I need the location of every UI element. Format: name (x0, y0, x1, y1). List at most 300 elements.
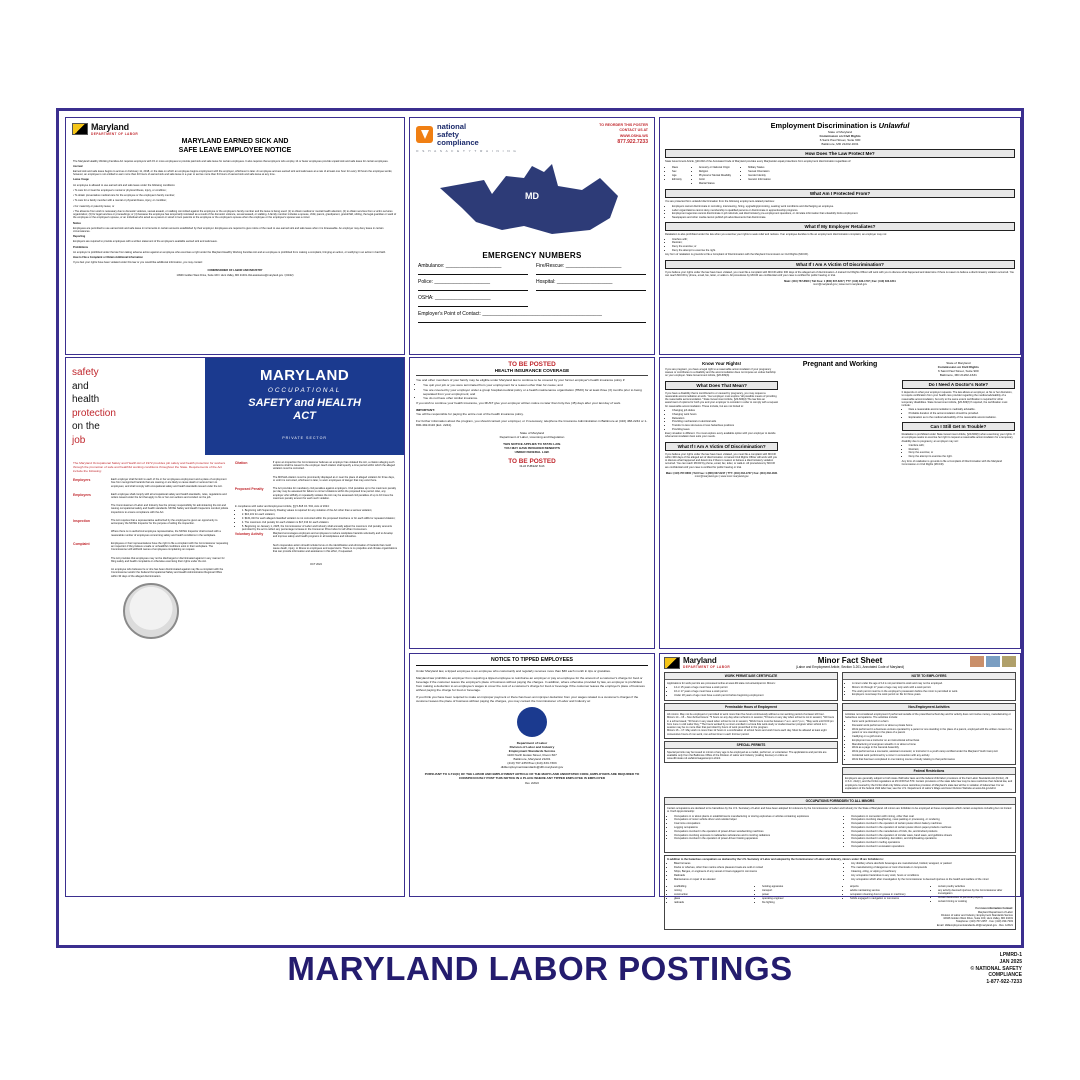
osha-text-discrimination: An employee who believes he or she has been discriminated against may file a complaint with the Commissioner and/or the Federal Occupational Safety and Health Administration Regional Office within 30 days of the alleged discrimination. (111, 568, 224, 578)
job-operating-engineer: • operating engineer (762, 897, 837, 900)
hours-all-minors: All minors: May not be employed or permitted to work more than five hours continuously without a non-working period of at least 1/2 hour. (667, 713, 825, 717)
hi-form-number: DLLR PUB/EAP 6116 (519, 465, 545, 469)
minor-contact-2: Division of Labor and Industry, Employment Standards Service (941, 913, 1013, 917)
osha-label-blank-3 (73, 557, 107, 563)
doctors-note-text: It depends on what your employer requests. The law allows an employer, at his or her discretion, to require certification from your health care provider regarding the medical advisability of a reasonable accommodation, but only to the same extent certification is required for other temporary disabilities. State Government Article, §20-609(f) If required, the certification must include: (901, 391, 1013, 407)
fo-radioactive: • Occupations involving exposure to radioactive substances and to ionizing radiations (674, 834, 836, 837)
opt-leave: • Providing leave (672, 428, 778, 431)
discrimination-title (665, 121, 1015, 130)
penalty-item-3: • 3. $161,323 for each alleged classified violation is not corrected within the proposed timeframe or for each willful or repeated violation; (242, 517, 397, 520)
note-employers-list (852, 682, 1013, 697)
retaliation-restrain: • Restrain; (672, 241, 1015, 244)
rights-complaint-text: If you believe your rights under the law have been violated, you must file a complaint with MCCR within 300 days of the alleged act of discrimination. A trained Civil Rights Officer will work with you to discuss what happened and determine if there is reason to believe a discriminatory violation occurred. You can reach MCCR by phone, email, fax, letter, or walk-in. All procedures by MCCR are confidential until your case is certified for public hearing or trial. (665, 452, 778, 469)
health-insurance-para-3: For further information about the program, you should contact your employer, or if necessary, telephone the Insurance Administration in Baltimore at (410) 468-2244 or 1-800-492-6116 (Ext. 2244). (416, 419, 648, 428)
penalty-item-2: • 2. $16,131 for each violation; (242, 513, 397, 516)
tipped-dept-email[interactable]: dldliemploymentstandards@dllr.maryland.gov (500, 765, 564, 770)
bar-how-law-protects: How Does The Law Protect Me? (665, 149, 1015, 158)
accommodation-options (672, 409, 778, 431)
osha-intro: The Maryland Occupational Safety and Health Act of 1972 provides job safety and health protection for workers through the promotion of safe and healthful working conditions throughout the State. Requirements of the Act include the following: (73, 461, 226, 474)
special-permits-text: Special permits may be issued to minors of any age to be employed as a model, performer, or entertainer. The applications and permits are available only from the Baltimore Office of the Division of Labor and Industry (mailing license) or online at www.dllr.state.md.us/labor/wages/empm.shtml. (667, 750, 827, 761)
osha-label-penalty: Proposed Penalty (234, 487, 264, 492)
slogan-safety: safety (72, 367, 99, 378)
panel-health-insurance (409, 357, 655, 649)
discrimination-agency-2: Commission on Civil Rights (819, 134, 861, 139)
ambulance-field[interactable]: Ambulance: ____________________ (418, 263, 528, 275)
discrimination-bullets-2 (672, 205, 1015, 220)
maryland-map-icon (432, 156, 632, 246)
cert-date: • Date a reasonable accommodation is medically advisable. (909, 408, 1015, 411)
slogan-protection: protection (72, 407, 116, 419)
forbidden-occupations-text: Certain occupations are declared to be hazardous by the U.S. Secretary of Labor and have been adopted for reference by the Commissioner of Labor and Industry for the State of Maryland. All minors are forbidden to be employed at these occupations which certain exceptions including but not limited to Youth Apprenticeship: (667, 807, 1012, 814)
cat-ancestry: • Ancestry or National Origin (699, 166, 731, 169)
minor-agency-name: Maryland (683, 656, 717, 665)
ap-blast-furnaces: • Blast furnaces (674, 862, 836, 865)
nsc-tagline: O S H A S A F E T Y T R A I N I N G (416, 148, 518, 153)
tipped-title: NOTICE TO TIPPED EMPLOYEES (416, 657, 648, 666)
ap-chemicals: • The manufacturing of dangerous or toxic chemicals or compounds (851, 866, 1013, 869)
triangle-logo-icon (416, 126, 433, 143)
ne-family-business: • Work performed in a business venture operated by a parent or one standing in the place of a parent, employed with the written consent of a parent or one standing in the place of a parent (852, 728, 1013, 734)
non-employment-box (842, 703, 1016, 765)
jobs-col-1 (674, 885, 749, 904)
osha-text-citation-display: The MOSHA citation must be prominently displayed at or near the place of alleged violation for three days, or until it is corrected, whichever is later, to warn employees of danger that may exist there. (272, 475, 395, 482)
osha-penalty-list (242, 509, 397, 531)
corner-phone: 1-877-922-7233 (986, 979, 1022, 985)
fire-rescue-field[interactable]: Fire/Rescue: ____________________ (536, 263, 646, 275)
forbidden-occupations-header: OCCUPATIONS FORBIDDEN TO ALL MINORS (665, 798, 1015, 805)
cat-sex: • Sex (672, 170, 682, 173)
rights-contact-line: Main: (410) 767-8600 | Toll Free: 1 (800) 637-6247 | TTY: (410) 333-1737 | Fax: (410) 333-1841 (665, 471, 778, 475)
health-insurance-para-2: If you wish to continue your health insurance, you MUST give your employer written notice no later than forty-five (45) days after your last day of work. (416, 401, 622, 406)
note-to-employers-box (842, 672, 1016, 701)
panel-pregnant-and-working (659, 357, 1021, 649)
job-mining: • mining (674, 889, 749, 892)
sick-head-8: Reporting (73, 235, 86, 239)
bar-what-protected-from: What Am I Protected From? (665, 189, 1015, 198)
hi-agency-5: UNDER FEDERAL LAW. (514, 450, 550, 455)
minor-fact-sheet-title: Minor Fact Sheet (817, 656, 883, 665)
rights-intro: If you are pregnant, you have a legal right to a reasonable accommodation if your pregnancy causes or contributes to a disability and the accommodation does not impose an undue hardship on your employer. State Government Article, §20-609(b) (665, 368, 776, 378)
discrimination-agency-1: State of Maryland (827, 130, 853, 134)
tipped-dept-3: Employment Standards Service (508, 749, 556, 754)
cat-sexual-orientation: • Sexual Orientation (748, 170, 771, 173)
work-permit-header: WORK PERMIT/AGE CERTIFICATE (665, 673, 837, 680)
cat-military: • Military Status (748, 166, 771, 169)
bar-victim: What If I Am A Victim Of Discrimination? (665, 260, 1015, 269)
sick-text-3: • To obtain preventative medical care for the employee or the employee's family member; (73, 194, 175, 198)
sick-text-4: • To care for a family member with a mental or physical illness, injury, or condition; (73, 199, 167, 203)
discrimination-para-3b: Any form of retaliation is grounds to file a Complaint of Discrimination with the Maryland Commission on Civil Rights (MCCR). (665, 253, 809, 257)
rights-column-left (665, 361, 778, 478)
mccr-email-line[interactable]: mccr@maryland.gov | www.mccr.maryland.gov (813, 283, 867, 287)
slogan-job: job (72, 434, 86, 446)
preg-restrain: • Restrain; (909, 448, 1015, 451)
maryland-map-graphic (410, 153, 654, 249)
additional-prohibitions-box (664, 855, 1016, 930)
fo-brick-tile: • Occupations involved in the manufacture of brick, tile, and kindred products (851, 830, 1013, 833)
sick-text-7: Employees are permitted to use earned sick and safe leave in increments in certain amounts established by their employer. Employees are required to give notice of the need to use earned sick and safe leave when it is foreseeable. An employer may deny leave in certain circumstances. (73, 226, 384, 234)
preg-deny-attempt: • Deny the attempt to exercise the right. (909, 455, 1015, 458)
discrimination-agency-4: Baltimore, MD 21202-1631 (821, 142, 859, 147)
discrimination-para-4: If you believe your rights under the law have been violated, you must file a complaint with MCCR within 300 days of the alleged act of discrimination. A trained Civil Rights Officer will work with you to discuss what happened and determine if there is reason to believe a discriminatory violation occurred. You can reach MCCR by phone, email, fax, letter, or walk-in. All procedures by MCCR are confidential until your case is certified for public hearing or trial. (665, 270, 1014, 277)
special-permits-header: SPECIAL PERMITS (665, 742, 837, 749)
fo-hoisting: • Occupations involved in the operation of power-driven hoisting apparatus (674, 837, 836, 840)
job-cleaning-machinery: • occupation cleaning dust or grease in machinery (850, 893, 925, 896)
bullet-labor-orgs: • Labor organizations cannot deny membership to qualified persons or discriminate in apprenticeship programs. (672, 209, 1015, 212)
discrimination-para-3: Retaliation is also prohibited under the law when you exercise your rights to seek relief and redress. If an employee decides to file an employment discrimination complaint, an employer may not: (665, 233, 887, 237)
fo-logging: • Logging occupations (674, 826, 836, 829)
sick-text-2: • To care for or treat the employee's mental or physical illness, injury, or condition; (73, 188, 167, 192)
protected-categories-col1 (672, 166, 682, 185)
discrimination-title-b: Unlawful (878, 121, 910, 130)
panel-tipped-employees (409, 653, 655, 897)
osha-field[interactable]: OSHA: ____________________ (418, 295, 528, 307)
hi-agency-4: YOU MAY HAVE BROADER BENEFITS (504, 446, 560, 451)
hours-14-15: Minors 14 – 15 – Non-School Hours: *5 hours on any day when school is in session; *8 hours on any day when school is not in session; *40 hours in a school week; *40 hours in any week when school is not in session; *Work hours must be between 7 a.m. and 7 p.m.; *May work until 9:00 pm from June 1 until Labor Day; *The hours worked by a minor enrolled in a bona fide work-study or student-learner program when school is in session may be no more than that permitted by hours of work prescribed in the program. (667, 716, 835, 730)
minor-contact-1: Maryland Department of Labor (977, 910, 1013, 914)
osha-label-blank-1 (73, 504, 107, 514)
cat-disability: • Physical or Mental Disability (699, 174, 731, 177)
cat-color: • Color (699, 178, 731, 181)
minor-agency-sub: DEPARTMENT OF LABOR (683, 665, 731, 669)
fo-roofing: • Occupations involved in roofing operations (851, 841, 1013, 844)
osha-text-penalty: The Act provides for mandatory civil penalties against employers. Civil penalties up to the maximum penalty per day may be assessed for failure to correct violations within the proposed time period. Also, any employer who willfully or repeatedly violates the Act may be assessed civil penalties of up to 10 times the maximum penalty amount for each such violation. (272, 487, 397, 500)
hi-agency-1: State of Maryland (519, 431, 545, 436)
sick-footer-1: COMMISSIONER OF LABOR AND INDUSTRY (207, 268, 263, 272)
fo-wrecking: • Occupations involved in wrecking, demolition, and shipbreaking operations (851, 837, 1013, 840)
reorder-phone: 877.922.7233 (617, 139, 648, 146)
permissible-hours-header: Permissible Hours of Employment (665, 704, 837, 711)
corner-product-code: LPMRD-1 (999, 952, 1022, 958)
cat-gender-identity: • Gender Identity (748, 174, 771, 177)
nsc-brand-line3: compliance (437, 137, 479, 147)
osha-revision-date: OCT 2024 (309, 563, 322, 567)
cat-marital-status: • Marital Status (699, 182, 731, 185)
employer-contact-field[interactable]: Employer's Point of Contact: ___________________________________________ (418, 311, 646, 323)
sick-head-7: Notice (73, 221, 81, 225)
protected-categories-col2 (699, 166, 731, 185)
osha-text-compliance: In compliance with Labor and Employment Article, §§ 5-818 Ch. 504, Acts of 2024: (234, 505, 330, 509)
ap-docks: • Docks or wharves, other than marine where pleasure boats are sold or rented (674, 866, 836, 869)
ap-railroads: • Railroads (674, 874, 836, 877)
note-14-17-permit: • Minors 14 through 17 years of age may only work with a work permit. (852, 686, 1013, 689)
slogan-and: and (72, 380, 89, 392)
certification-list (909, 408, 1015, 419)
sick-leave-body (66, 156, 404, 284)
rights-agency-3: 6 Saint Paul Street, Suite 900 (938, 369, 979, 374)
rights-column-center (783, 361, 896, 478)
job-fire-fighting: • fire fighting (762, 901, 837, 904)
poster-board (56, 108, 1024, 948)
reorder-info (599, 123, 648, 147)
rights-agency-2: Commission on Civil Rights (937, 365, 979, 370)
retaliation-pregnancy-list (909, 444, 1015, 459)
sick-head-1: Leave Usage (73, 178, 89, 182)
know-your-rights-title: Know Your Rights! (702, 361, 742, 366)
agency-subtitle: DEPARTMENT OF LABOR (91, 132, 139, 136)
emergency-title: EMERGENCY NUMBERS (482, 250, 582, 260)
ne-wreaths: • Manufacturing of evergreen wreaths in or about a home (852, 743, 1013, 746)
cat-age: • Age (672, 174, 682, 177)
federal-restrictions-text: Employers are generally subject to both state child labor laws and the federal child labor provisions of the Fair Labor Standards Act (FLSA), 29 U.S.C. 212(c), and the FLSA regulations at 29 CFR Part 570. Certain provisions of the state labor law may be less restrictive than federal law, and employers covered by the FLSA shall only follow a less restrictive provision of Maryland's state law will be in violation of federal law. For an explanation of the federal child labor law, see the U.S. Department of Labor's Wage and Hour Division Website at www.dol.gov/whd. (845, 777, 1013, 790)
corner-date: JAN 2025 (999, 958, 1022, 965)
state-abbreviation: MD (525, 190, 539, 201)
job-brining-cooking: • certain brining or cooking (938, 900, 1013, 903)
discrimination-agency-3: 6 Saint Paul Street, Suite 900 (819, 138, 861, 143)
osha-label-voluntary: Voluntary Activity (234, 532, 264, 537)
ne-incidental: • Incidental work performed by a minor in connection with any activity (852, 754, 1013, 757)
fo-woodworking: • Occupations involved in the operation of power-driven woodworking machines (674, 830, 836, 833)
retaliation-deny-exercise: • Deny the exercise; or (672, 245, 1015, 248)
corner-company-1: © NATIONAL SAFETY (970, 965, 1022, 972)
kids-photo-strip (970, 656, 1016, 667)
discrimination-para-1: State Government Article, §20-602 of the Annotated Code of Maryland provides every Marylander equal protections from employment discrimination regardless of: (665, 160, 852, 164)
opt-relocation: • Relocation (672, 417, 778, 420)
osha-text-voluntary: Maryland encourages employers and employees to reduce workplace hazards voluntarily and to develop and improve safety and health programs in all workplaces and industries. (272, 532, 393, 539)
osha-text-citation: If upon an inspection the Commissioner believes an employer has violated the Act, a citation alleging such violations shall be issued to the employer. Each citation shall specify a time period within which the alleged violation must be corrected. (272, 461, 395, 471)
ne-farm: • Farm work performed on a farm (852, 720, 1013, 723)
sick-head-10: How to File a Complaint or Obtain Additional Information (73, 256, 143, 260)
minor-contact-header: For more information Contact: (975, 907, 1013, 911)
minor-fact-sheet-subtitle: (Labor and Employment Article, Section 3-201, Annotated Code of Maryland) (795, 665, 905, 669)
osha-act-line2: ACT (293, 409, 316, 422)
cert-duration: • Probable duration of the accommodation should be provided. (909, 412, 1015, 415)
bar-doctors-note: Do I Need A Doctor's Note? (902, 380, 1015, 389)
job-glass: • glass (674, 897, 749, 900)
job-navigation: • Solids engaged in navigation or commerce (850, 897, 925, 900)
poster-bottom-title: MARYLAND LABOR POSTINGS (287, 950, 793, 987)
sick-text-9: An employer is prohibited under the law from taking adverse action against an employee who exercises a right under the Maryland Healthy Working Families Act and an employee is prohibited from making a complaint, bringing an action, or testifying in an action in bad faith. (73, 250, 386, 254)
osha-text-inspection: The Act requires that a representative authorized by the employee be given an opportunity to accompany the MOSH Inspector for the purpose of aiding the inspection. (111, 518, 218, 526)
osha-label-blank-5 (235, 544, 269, 554)
ne-boat-instructor: • Employment as a instructor on an instructional school boat (852, 739, 1013, 742)
discrimination-para-2: You are protected from unlawful discrimination from the following employment-related practices: (665, 200, 775, 204)
health-insurance-para-1: You and other members of your family may be eligible under Maryland law to continue to be covered by your former employer's health insurance policy if: (416, 378, 626, 382)
note-under-14: • A minor under the age of 14 is not permitted to work and may not be employed. (852, 682, 1013, 685)
osha-label-employers: Employers (73, 478, 91, 483)
panel-minor-fact-sheet (659, 653, 1021, 927)
panel-employment-discrimination (659, 117, 1021, 355)
cat-race: • Race (672, 166, 682, 169)
maryland-flag-icon-2 (664, 657, 680, 669)
opt-change-hours: • Changing work hours (672, 413, 778, 416)
job-destruction-property: • certain destruction of personal property (938, 896, 1013, 899)
tipped-dept-5: Baltimore, Maryland 21201 (513, 757, 551, 762)
rights-email-line[interactable]: mccr@maryland.gov | www.mccr.maryland.gov (694, 475, 749, 479)
opt-change-duties: • Changing job duties (672, 409, 778, 412)
osha-text-discharge: The Act provides that employees may not be discharged or discriminated against in any manner for filing safety and health complaints or otherwise exercising their rights under the Act. (111, 556, 225, 563)
preg-retaliation-grounds: Any form of retaliation is grounds to file a Complaint of Discrimination with the Maryland Commission on Civil Rights (MCCR). (901, 459, 1002, 466)
osha-sector: PRIVATE SECTOR (282, 436, 327, 441)
reorder-website[interactable]: WWW.OSHA.WS (619, 133, 648, 138)
job-scaffolding: • scaffolding (674, 885, 749, 888)
bullet-employers: • Employers cannot discriminate in recruiting, interviewing, hiring, upgrading/promoting, seeking work conditions and discharging an employee. (672, 205, 1015, 208)
sick-head-0: Accrual (73, 164, 83, 168)
sick-text-8: Employers are required to provide employees with a written statement of the employee's available earned sick and safe leave. (73, 240, 218, 244)
sick-footer-2: 10946 Golden West Drive, Suite 160 / Hunt Valley, MD 21031 /dol.assistance@maryland.gov / (02/22) (176, 273, 294, 277)
panel-safety-health-act (65, 357, 405, 897)
poster-corner-info (970, 952, 1022, 986)
job-poultry: • certain poultry activities (938, 885, 1013, 888)
bullet-media: • Newspapers and other media cannot publish job advertisements that discriminate. (672, 216, 1015, 219)
health-insurance-title: HEALTH INSURANCE COVERAGE (494, 368, 570, 373)
minor-contact-block (847, 907, 1013, 926)
non-employment-list (852, 720, 1013, 761)
ne-caddy: • Caddying on a golf course (852, 735, 1013, 738)
sick-intro: The Maryland Healthy Working Families Act requires employers with 15 or more employees to provide paid sick and safe leave for certain employees. It also requires that employers who employ 14 or fewer employees provide unpaid sick and safe leave for certain employees. (73, 159, 389, 163)
divider (416, 375, 648, 376)
sick-text-5: • For maternity or paternity leave; or (73, 204, 115, 208)
tipped-para-3: If you think you have been required to make an improper payment or there has been an improper deduction from your wages related to a customer's charges if the customer leaves the place of business without paying the charges, you may contact the Commissioner of Labor and Industry at: (416, 695, 639, 704)
bar-retaliation: What If My Employer Retaliates? (665, 222, 1015, 231)
state-seal-icon (123, 583, 179, 639)
permissible-hours-box (664, 703, 838, 739)
tipped-para-1: Under Maryland law, a tipped employee is an employee who customarily and regularly receives more than $30 each month in tips or gratuities. (416, 669, 611, 673)
hi-agency-3: THIS NOTICE APPLIES TO STATE LAW. (503, 442, 561, 447)
special-permits-box (664, 741, 838, 764)
work-permit-list (674, 686, 835, 697)
federal-restrictions-header: Federal Restrictions (843, 768, 1015, 775)
retaliation-interfere: • Interfere with; (672, 238, 1015, 241)
cert-explanation: • Explanation as to the medical advisability of the reasonable accommodation. (909, 416, 1015, 419)
hi-bullet-covered: • You are covered by your employer under a group hospital-medical policy or a health maintenance organization (HMO) for at least three (3) months prior to being separated from your employment; and (423, 388, 648, 396)
rights-column-right (902, 361, 1015, 478)
note-permit-possession: • The work permit must be in the employer's possession before the minor is permitted to work. (852, 690, 1013, 693)
hours-16-17: Minors 16 – 17: May work no more than 12 hours in a combination of school hours and work hours each day. Must be allowed at least eight consecutive hours of non-work, non-school time in each 24-hour period. (667, 729, 827, 736)
hi-bullet-quit: • You quit your job or you were terminated from your employment for a reason other than for cause; and (423, 383, 648, 387)
fo-mining: • Occupations in connection with mining, other than coal (851, 815, 1013, 818)
hi-agency-2: Department of Labor, Licensing and Regulation (499, 435, 565, 440)
osha-act-line1: SAFETY and HEALTH (248, 397, 361, 409)
preg-interfere: • Interfere with; (909, 444, 1015, 447)
osha-label-complaint: Complaint (73, 541, 90, 546)
osha-label-blank-4 (73, 568, 107, 578)
maryland-flag-icon (72, 123, 88, 135)
job-maintaining-service: • adults maintaining service (850, 889, 925, 892)
sick-text-6: • The absence from work is necessary due to domestic violence, sexual assault, or stalking committed against the employee or the employee's family member and the leave is being used: (1) to obtain medical or mental health attention; (2) to obtain services from a victim services organization; (3) for legal services or proceedings; or (4) because the employee has temporarily relocated as a result of the domestic violence, sexual assault, or stalking. A family member includes a spouse, child, parent, grandparent, grandchild, sibling, the legal guardian or ward of the employee or the employee's spouse, or an individual who acted as a parent or stood in loco parentis to the employee or the employee's spouse when the employee or the employee's spouse was a minor. (73, 209, 397, 220)
reorder-line2: CONTACT US AT (619, 128, 648, 133)
fo-paper-products: • Occupations involved in the operation of certain power-driven paper-products machines (851, 826, 1013, 829)
jobs-col-4 (938, 885, 1013, 904)
to-be-posted-top: TO BE POSTED (508, 361, 556, 368)
job-commissioner-injurious: • any activity deemed injurious by the Commissioner after investigation (938, 889, 1013, 895)
rights-accommodation-text: If you have a disability that is contributed to or caused by pregnancy, you may request a reasonable accommodation at work. Your employer must explore "all possible means of providing the reasonable accommodation." State Government Article, §20-609(d) The law lists an assortment of options for both you and your employer to consider in order to comply with a request for reasonable accommodation. These include, but are not limited to: (665, 391, 779, 408)
job-transport: • transport (762, 889, 837, 892)
fo-bakery: • Occupations involved in the operation of certain power-driven bakery machines (851, 822, 1013, 825)
ap-hazardous: • Any occupation hazardous to any work, hours or conditions (851, 874, 1013, 877)
penalty-item-4: • 4. The maximum civil penalty for each violation is $17,313 for each violation. (242, 521, 397, 524)
osha-banner (205, 358, 404, 455)
panel-earned-sick-leave (65, 117, 405, 355)
tipped-para-2: Maryland law prohibits an employer from requiring a tipped employee to reimburse an employer or pay an employee for the amount of a customer's charge for food or beverage if the customer leaves the employer's place of business without paying the charges. In addition, where otherwise provided by law, an employer is prohibited from making a deduction to an employee's wages to cover the cost of a customer's charge for food or beverage if the customer leaves the employer's place of business without paying the charge for food or beverage. (416, 676, 645, 693)
osha-text-no-rep: Where there is no authorized employee representative, the MOSH Inspector shall consult with a reasonable number of employees concerning safety and health conditions in the workplace. (111, 530, 221, 537)
forbidden-list-right (851, 815, 1013, 849)
to-be-posted-bottom: TO BE POSTED (508, 458, 556, 466)
police-field[interactable]: Police: ____________________ (418, 279, 528, 291)
federal-restrictions-box (842, 767, 1016, 793)
job-airports: • airports (850, 885, 925, 888)
retaliation-deny-attempt: • Deny the attempt to exercise the right. (672, 249, 1015, 252)
note-keep-on-file: • Employers must keep the work permit on file for three years. (852, 693, 1013, 696)
dol-seal-icon (517, 707, 547, 737)
hi-bullet-no-other: • You do not have other similar insurance. (423, 396, 648, 400)
preg-deny-exercise: • Deny the exercise; or (909, 451, 1015, 454)
osha-text-cooperative: Such cooperative action should include focus on the identification and elimination of hazards that could cause death, injury, or illness to employees and supervisors. There is no prejudice and climate organizations that can provide information and assistance in this effort, if requested. (272, 543, 397, 554)
osha-occupational: OCCUPATIONAL (267, 387, 342, 394)
rights-agency-1: State of Maryland (946, 361, 971, 365)
rights-agency-4: Baltimore, MD 21202-1631 (939, 373, 977, 378)
ap-injurious: • Any occupation which after investigation by the Commissioner is deemed injurious to the health and welfare of the minor (851, 878, 1013, 881)
nsc-logo (416, 123, 479, 147)
additional-list-left (674, 862, 836, 881)
minor-column-right (842, 672, 1016, 795)
work-permit-text: Applications for work permits are processed online at www.dllr.state.md.us/workpermit. Minors: (667, 682, 776, 685)
job-construction: • construction (674, 893, 749, 896)
sick-title-line1: MARYLAND EARNED SICK AND (181, 138, 289, 145)
fo-coal-mine: • Coal mine occupations (674, 822, 836, 825)
corner-company-2: COMPLIANCE (988, 972, 1022, 979)
health-insurance-bullets (423, 383, 648, 400)
jobs-col-2 (762, 885, 837, 904)
forbidden-list-left (674, 815, 836, 849)
additional-list-right (851, 862, 1013, 881)
minor-column-left (664, 672, 838, 795)
fo-excavation: • Occupations involved in excavation operations (851, 845, 1013, 848)
tipped-dept-4: 1100 North Eutaw Street, Room 607 (507, 753, 557, 758)
osha-label-employees: Employees (73, 492, 91, 497)
permit-under-18: • Under 18 years of age must have a work permit before beginning employment (674, 694, 835, 697)
permit-14-15: • 14 or 15 years of age must have a work permit (674, 686, 835, 689)
sick-text-0: Earned sick and safe leave begins to accrue on February 11, 2018, or the date on which an employee begins employment with the employer, whichever is later. An employee accrues earned sick and safe leave at a rate of at least one hour for every 30 hours the employee works; however, an employee is not entitled to earn more than 40 hours of earned sick and safe leave in a year or accrue more than 64 hours of earned sick and safe leave at any time. (73, 169, 393, 177)
ne-page: • Work as a page in the General Assembly (852, 746, 1013, 749)
rights-explore-options: Every situation is different. You must explore every available option with your employer to decide what accommodation best suits your needs. (665, 432, 776, 439)
tipped-revision: Rev. 2/2022 (525, 782, 539, 786)
sick-text-1: An employee is allowed to use earned sick and safe leave under the following conditions: (73, 183, 176, 187)
additional-prohibitions-header: In addition to the hazardous occupations as declared by the U.S. Secretary of Labor and adopted by the Commissioner of Labor and Industry, minors under 18 are forbidden to: (667, 857, 884, 861)
retaliation-bullets (672, 238, 1015, 253)
note-employers-header: NOTE TO EMPLOYERS (843, 673, 1015, 680)
penalty-item-1: • 1. Beginning with Supervisory Floating values is required for any violation of the Act other than a serious violation; (242, 509, 397, 512)
fo-saws: • Occupations involved in the operation of circular saws, band saws, and guillotine shears (851, 834, 1013, 837)
non-employment-text: Activities not considered employment if performed outside of the prescribed school day and for activity does not involve money, manufacturing or hazardous occupations. The activities include: (845, 712, 1011, 719)
osha-label-citation: Citation (234, 461, 248, 465)
tipped-dept-2: Division of Labor and Industry (509, 745, 555, 750)
sick-title-line2: SAFE LEAVE EMPLOYEE NOTICE (178, 146, 292, 154)
osha-text-commissioner: The Commissioner of Labor and Industry has the primary responsibility for administering the Act and issuing occupational safety and health standards. MOSH Safety and Health Inspectors conduct jobsite inspections to ensure compliance with the Act. (111, 504, 229, 514)
slogan-health: health (72, 394, 100, 405)
fo-motor-vehicle: • Occupations of motor vehicle driver and outside helper (674, 818, 836, 821)
retaliation-pregnancy-text: Retaliation is prohibited under State Government Article, §20-609(h) when exercising your rights. If an employee seeks to exercise her right to request a reasonable accommodation for a temporary disability due to pregnancy, an employer may not: (901, 433, 1015, 443)
osha-state: MARYLAND (259, 367, 350, 384)
osha-text-complaint: Employees or their representatives have the right to file a complaint with the Commissioner requesting an inspection if they believe unsafe or unhealthful conditions exist in their workplace. The Commissioner will withhold names of employees complaining on request. (111, 541, 229, 552)
osha-slogan (66, 358, 205, 455)
permit-16-17: • 16 or 17 years of age must have a work permit (674, 690, 835, 693)
hospital-field[interactable]: Hospital: ____________________ (536, 279, 646, 291)
minor-contact-5[interactable]: Email: dldliemploymentstandards-dlr@maryland.gov · Rev. 1/2021 (936, 923, 1013, 927)
minor-footer-left (667, 907, 833, 926)
tipped-dept-phone: (410) 767-2357/Fax (410) 333-7303 (507, 761, 557, 766)
ap-cleaning-machinery: • Cleaning, oiling, or wiping of machinery (851, 870, 1013, 873)
fo-explosives: • Occupations in or about plants or establishments manufacturing or storing explosives or articles containing explosives (674, 815, 836, 818)
osha-label-inspection: Inspection (73, 518, 90, 523)
nsc-brand-line2: safety (437, 129, 459, 139)
slogan-on-the: on the (72, 421, 100, 432)
reorder-line1: TO REORDER THIS POSTER (599, 123, 648, 127)
health-insurance-important-head: IMPORTANT: (416, 408, 435, 413)
osha-label-blank-2 (73, 530, 107, 536)
forbidden-occupations-box (664, 797, 1016, 853)
tipped-pursuant: PURSUANT TO 3-713(C) OF THE LABOR AND EMPLOYMENT ARTICLE OF THE MARYLAND ANNOTATED CODE, EMPLOYERS ARE REQUIRED TO CONSPICUOUSLY POST THIS NOTICE IN A PLACE WHERE ANY TIPPED EMPLOYEE IS EMPLOYED (424, 772, 640, 781)
